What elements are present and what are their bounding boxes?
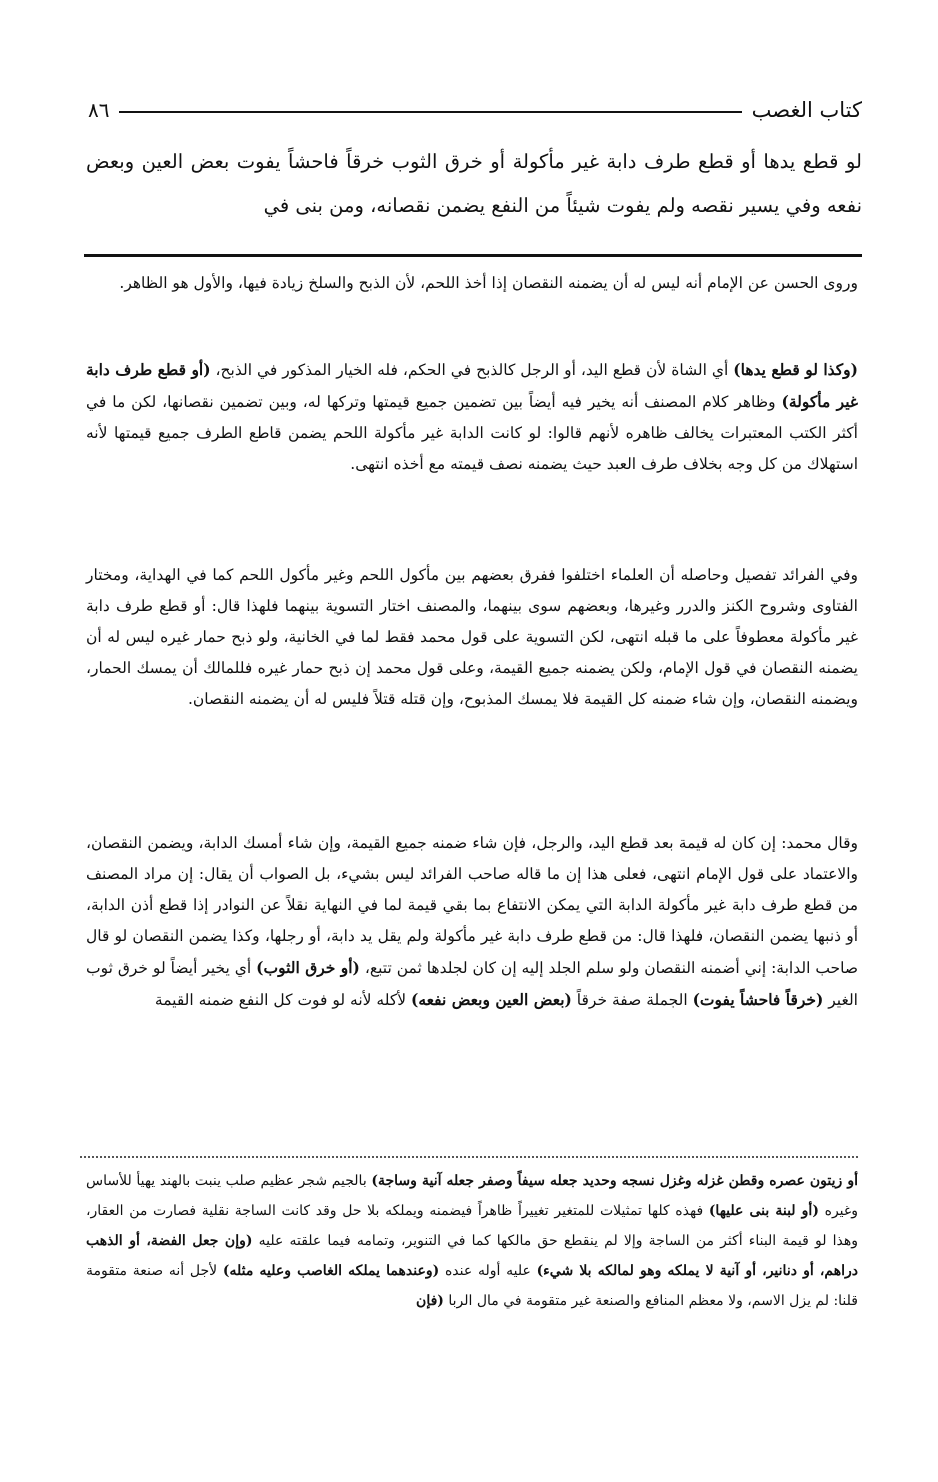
commentary-paragraph-2 — [86, 354, 858, 480]
quoted-text: (وعندهما يملكه الغاصب وعليه مثله) — [222, 1263, 440, 1279]
footnote-text: عليه أوله عنده — [439, 1263, 537, 1279]
footnote-separator — [80, 1156, 858, 1158]
commentary-paragraph-4 — [86, 828, 858, 1016]
matn-text: لو قطع يدها أو قطع طرف دابة غير مأكولة أو خرق الثوب خرقاً فاحشاً يفوت بعض العين وبعض نفعه وفي يسير نقصه ولم يفوت شيئاً من النفع يضمن نقصانه، ومن بنى في — [86, 150, 862, 217]
commentary-text: لأكله لأنه لو فوت كل النفع ضمنه القيمة — [154, 991, 412, 1009]
header-rule — [119, 111, 741, 113]
footnote-text: لأجل أنه صنعة متقومة قلنا: لم يزل الاسم، ولا معظم المنافع والصنعة غير متقومة في مال الربا — [86, 1263, 858, 1309]
quoted-text: (فإن — [416, 1293, 444, 1309]
quoted-matn: (بعض العين وبعض نفعه) — [411, 990, 572, 1009]
commentary-text: أي الشاة لأن قطع اليد، أو الرجل كالذبح في الحكم، فله الخيار المذكور في الذبح، — [210, 361, 734, 379]
footnote-commentary — [86, 1166, 858, 1316]
quoted-text: (أو لبنة بنى عليها) — [708, 1203, 819, 1219]
page-header — [88, 88, 862, 122]
page-number: ٨٦ — [88, 98, 110, 122]
commentary-text: وقال محمد: إن كان له قيمة بعد قطع اليد، والرجل، فإن شاء ضمنه جميع القيمة، وإن شاء أمسك الدابة، ويضمن النقصان، والاعتماد على قول الإمام انتهى، فعلى هذا إن ما قاله صاحب الفرائد ليس بشيء، بل الصواب أن يقال: إن مراد المصنف من قطع طرف دابة غير مأكولة الدابة التي يمكن الانتفاع بما بقي قيمة لما في النهاية نقلاً عن النوادر إذا قطع أذن الدابة، أو ذنبها يضمن النقصان، فلهذا قال: من قطع طرف دابة غير مأكولة ولم يقل يد دابة، أو رجلها، وكذا يضمن النقصان لو قال صاحب الدابة: إني أضمنه النقصان ولو سلم الجلد إليه إن كان لجلدها ثمن تتبع، — [86, 834, 859, 977]
commentary-paragraph-1: وروى الحسن عن الإمام أنه ليس له أن يضمنه النقصان إذا أخذ اللحم، لأن الذبح والسلخ زيادة فيها، والأول هو الظاهر. — [119, 274, 858, 292]
commentary-text: أي يخير أيضاً لو خرق ثوب الغير — [86, 959, 858, 1009]
quoted-matn: (خرقاً فاحشاً يفوت) — [692, 990, 824, 1009]
running-title: كتاب الغصب — [751, 98, 862, 122]
commentary-paragraph-3: وفي الفرائد تفصيل وحاصله أن العلماء اختلفوا ففرق بعضهم بين مأكول اللحم وغير مأكول اللحم كما في الهداية، ومختار الفتاوى وشروح الكنز والدرر وغيرها، وبعضهم سوى بينهما، والمصنف اختار التسوية بينهما فلهذا قال: أو قطع طرف دابة غير مأكولة معطوفاً على ما قبله انتهى، لكن التسوية على قول محمد فقط لما في الخانية، ولو ذبح حمار غيره ليس له أن يضمنه النقصان في قول الإمام، ولكن يضمنه جميع القيمة، وعلى قول محمد إن ذبح حمار غيره فللمالك أن يمسك الحمار، ويضمنه النقصان، وإن شاء ضمنه كل القيمة فلا يمسك المذبوح، وإن قتله قتلاً فليس له أن يضمنه النقصان. — [86, 566, 858, 708]
quoted-text: (وإن جعل الفضة، أو الذهب دراهم، أو دنانير، أو آنية لا يملكه وهو لمالكه بلا شيء) — [86, 1233, 859, 1279]
matn-separator — [84, 254, 862, 257]
quoted-matn: (أو خرق الثوب) — [256, 958, 360, 977]
footnote-text: فهذه كلها تمثيلات للمتغير تغييراً ظاهراً فيضمنه ويملكه بلا حل وقد كانت الساجة نقلية فصارت من العقار، وهذا لو قيمة البناء أكثر من الساجة وإلا لم ينقطع حق مالكها كما في التنوير، وتمامه فيما علقته عليه — [86, 1203, 859, 1249]
quoted-matn: (وكذا لو قطع يدها) — [733, 360, 858, 379]
commentary-text: الجملة صفة خرقاً — [571, 991, 693, 1009]
quoted-text: أو زيتون عصره وقطن غزله وغزل نسجه وحديد جعله سيفاً وصفر جعله آنية وساجة) — [371, 1173, 859, 1189]
footnote-text: بالجيم شجر عظيم صلب ينبت بالهند يهيأ للأساس وغيره — [86, 1173, 858, 1219]
quoted-matn: (أو قطع طرف دابة غير مأكولة) — [86, 360, 858, 411]
commentary-text: وظاهر كلام المصنف أنه يخير فيه أيضاً بين تضمين جميع قيمتها وتركها له، وبين تضمين نقصانها، لكن ما في أكثر الكتب المعتبرات يخالف ظاهره لأنهم قالوا: لو كانت الدابة غير مأكولة اللحم يضمن قاطع الطرف جميع قيمتها لأنه استهلاك من كل وجه بخلاف طرف العبد حيث يضمنه نصف قيمته مع أخذه انتهى. — [86, 393, 858, 473]
